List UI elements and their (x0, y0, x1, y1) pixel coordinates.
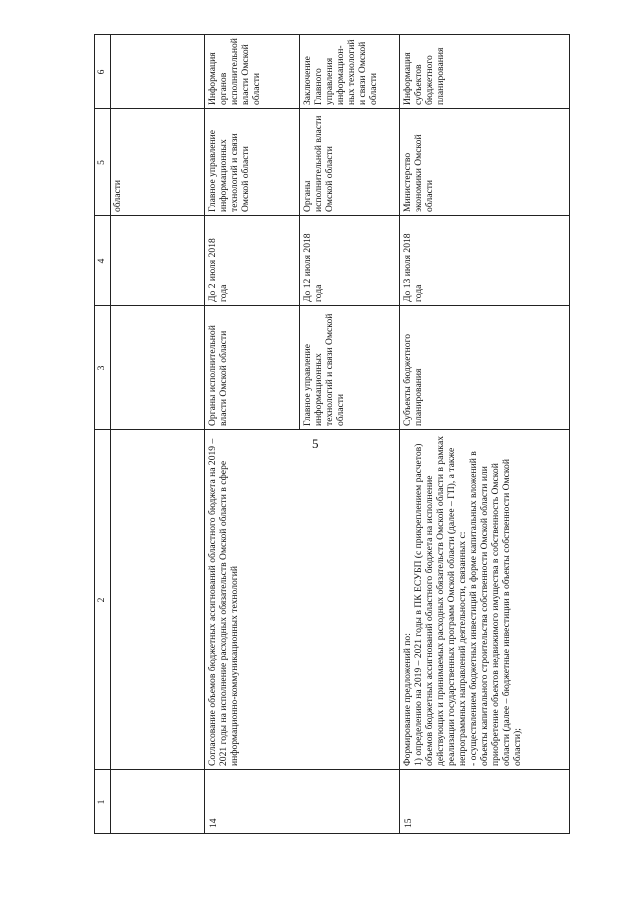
row-result: Заключение Главного управления информацион-ных технологий и связи Омской области (302, 37, 379, 105)
row-deadline: До 12 июля 2018 года (302, 231, 324, 302)
column-header: 1 (96, 799, 107, 805)
row-participant: Главное управление информационных технологий и связи Омской области (302, 311, 346, 426)
row-responsible: Министерство экономики Омской области (402, 131, 435, 212)
page-number: 5 (312, 436, 319, 451)
row-deadline: До 2 июля 2018 года (207, 235, 229, 302)
row-responsible: Органы исполнительной власти Омской области (302, 113, 335, 212)
rotated-table (94, 34, 569, 834)
row-number: 14 (208, 818, 219, 828)
column-header: 4 (96, 258, 107, 264)
row-description: Согласование объемов бюджетных ассигнований областного бюджета на 2019 – 2021 годы на исполнение расходных обязательств Омской области в сфере информационно-коммуникационных технологий (207, 436, 240, 766)
column-header: 2 (96, 597, 107, 603)
row-number: 15 (403, 818, 414, 828)
column-header: 5 (96, 160, 107, 165)
column-header: 6 (96, 69, 107, 75)
row-result: Информация субъектов бюджетного планирования (402, 47, 446, 105)
row-result: Информация органов исполнительной власти Омской области (207, 35, 262, 105)
row-description: Формирование предложений по: 1) определению на 2019 – 2021 годы в ПК ЕСУБП (с прикреплением расчетов) объемов бюджетных ассигнований областного бюджета на исполнение действующих и принимаемых расходных обязательств Омской области в рамках реализации государственных программ Омской области (далее – ГП), а также непрограммных направлений деятельности, связанных с: - осуществлением бюджетных инвестиций в форме капитальных вложений в объекты капитального строительства собственности Омской области или приобретение объектов недвижимого имущества в собственность Омской области (далее – бюджетные инвестиции в объекты собственности Омской области); (402, 436, 523, 766)
row-responsible: Главное управление информационных технологий и связи Омской области (207, 127, 251, 212)
column-header: 3 (96, 365, 107, 371)
grid-line (569, 34, 570, 834)
row-participant: Органы исполнительной власти Омской области (207, 322, 229, 426)
row-deadline: До 13 июля 2018 года (402, 231, 424, 302)
row-participant: Субъекты бюджетного планирования (402, 331, 424, 426)
continuation-responsible: области (112, 179, 123, 212)
